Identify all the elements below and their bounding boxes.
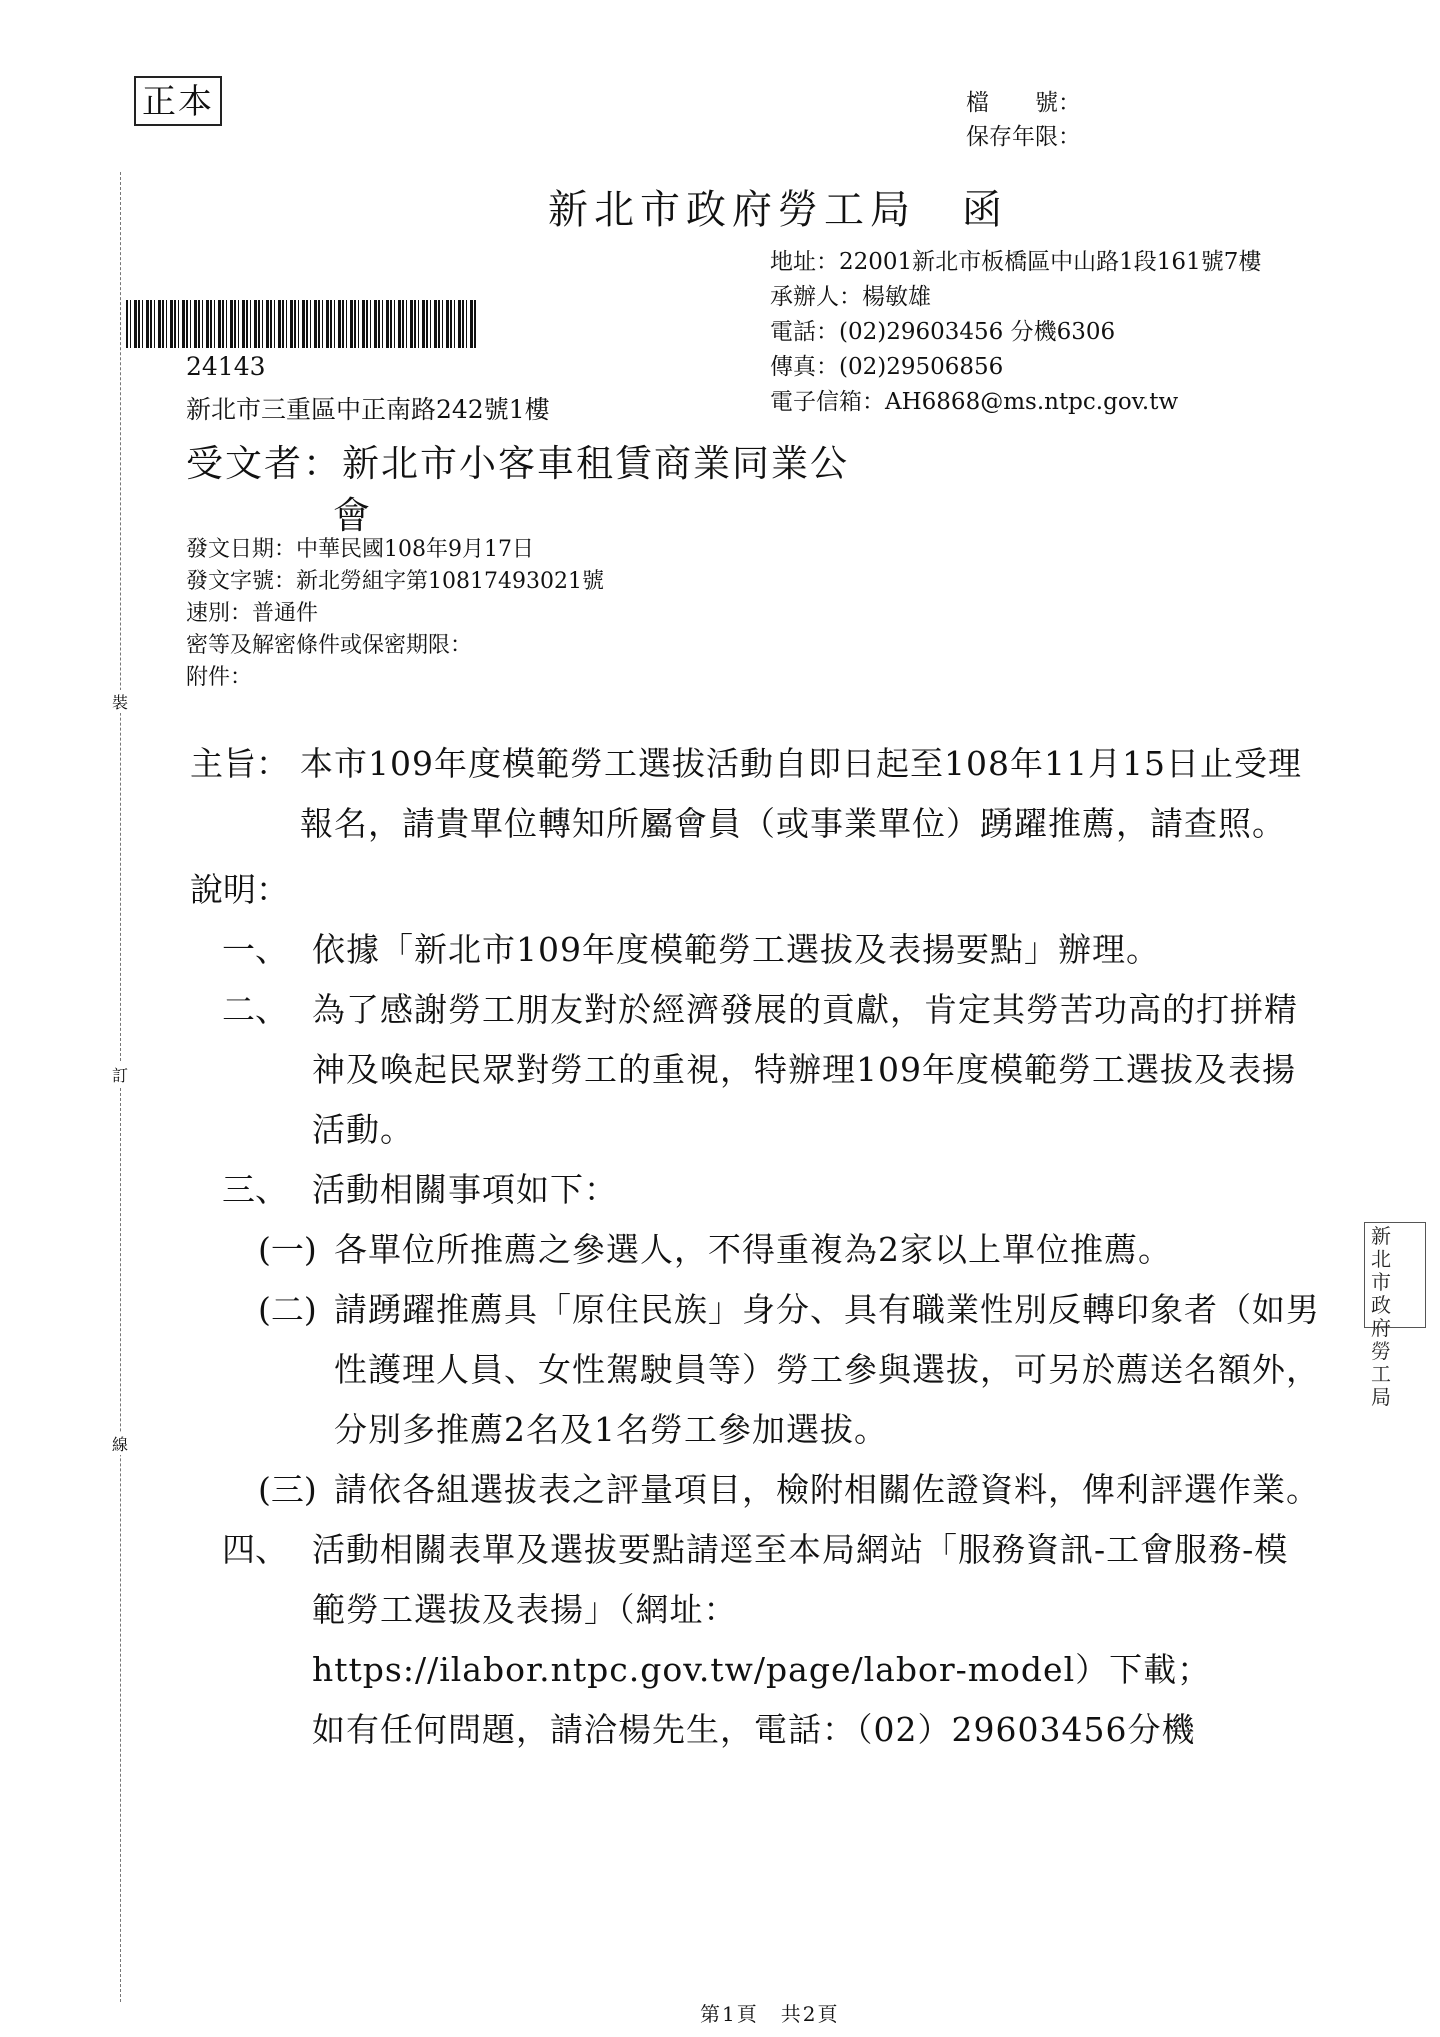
subject-label: 主旨： — [190, 744, 289, 783]
order-mark: 訂 — [112, 1063, 128, 1086]
subject-text: 本市109年度模範勞工選拔活動自即日起至108年11月15日止受理報名，請貴單位轉知所屬會員（或事業單位）踴躍推薦，請查照。 — [300, 744, 1302, 843]
retention-period-label: 保存年限： — [966, 124, 1081, 150]
document-number: 發文字號：新北勞組字第10817493021號 — [186, 569, 604, 594]
sub-item — [258, 1220, 1320, 1280]
item-text: 依據「新北市109年度模範勞工選拔及表揚要點」辦理。 — [312, 930, 1160, 969]
file-number-label: 檔 號： — [966, 90, 1081, 116]
item-number: 三、 — [222, 1170, 288, 1209]
sub-item-text: 請依各組選拔表之評量項目，檢附相關佐證資料，俾利評選作業。 — [334, 1470, 1320, 1509]
issue-date: 發文日期：中華民國108年9月17日 — [186, 537, 534, 562]
item-text-part: 如有任何問題，請洽楊先生，電話：（02）29603456分機 — [312, 1710, 1196, 1749]
attachment: 附件： — [186, 665, 253, 690]
recipient-zip: 24143 — [186, 352, 266, 381]
barcode — [126, 300, 478, 348]
document-body — [190, 734, 1320, 1760]
recipient-line-2: 會 — [333, 494, 372, 537]
sub-item-number: (三) — [258, 1470, 317, 1509]
document-meta — [186, 534, 604, 694]
sender-contact — [770, 245, 1261, 420]
explanation-item — [222, 920, 1320, 980]
recipient-line-1: 受文者：新北市小客車租賃商業同業公 — [186, 442, 849, 485]
website-url[interactable]: https://ilabor.ntpc.gov.tw/page/labor-model）下載； — [312, 1650, 1212, 1689]
sub-item — [258, 1280, 1320, 1460]
item-text: 活動相關事項如下： — [312, 1170, 618, 1209]
delivery-speed: 速別：普通件 — [186, 601, 319, 626]
file-meta — [966, 86, 1081, 154]
sub-item-text: 請踴躍推薦具「原住民族」身分、具有職業性別反轉印象者（如男性護理人員、女性駕駛員等）勞工參與選拔，可另於薦送名額外，分別多推薦2名及1名勞工參加選拔。 — [334, 1290, 1320, 1449]
item-number: 四、 — [222, 1530, 288, 1569]
fax: 傳真：(02)29506856 — [770, 354, 1004, 380]
recipient-address: 新北市三重區中正南路242號1樓 — [186, 395, 550, 424]
line-mark: 線 — [112, 1432, 128, 1455]
phone: 電話：(02)29603456 分機6306 — [770, 319, 1116, 345]
sub-item-number: (一) — [258, 1230, 317, 1269]
official-seal — [1364, 1222, 1426, 1409]
sender-address: 地址：22001新北市板橋區中山路1段161號7樓 — [770, 249, 1262, 275]
seal-text: 新北市政府勞工局 — [1371, 1224, 1391, 1409]
handler: 承辦人：楊敏雄 — [770, 284, 931, 310]
item-text-part: 活動相關表單及選拔要點請逕至本局網站「服務資訊-工會服務-模範勞工選拔及表揚」（網址： — [312, 1530, 1289, 1629]
sub-item-text: 各單位所推薦之參選人，不得重複為2家以上單位推薦。 — [334, 1230, 1172, 1269]
item-text: 為了感謝勞工朋友對於經濟發展的貢獻，肯定其勞苦功高的打拼精神及喚起民眾對勞工的重視，特辦理109年度模範勞工選拔及表揚活動。 — [312, 990, 1298, 1149]
sub-item — [258, 1460, 1320, 1520]
subject — [190, 734, 1320, 854]
original-copy-stamp: 正本 — [134, 76, 222, 126]
explanation-item — [222, 1160, 1320, 1220]
page-number: 第1頁 共2頁 — [700, 2002, 840, 2026]
recipient — [186, 438, 849, 542]
sub-item-number: (二) — [258, 1290, 317, 1329]
explanation-label: 說明： — [190, 870, 289, 909]
explanation-item — [222, 980, 1320, 1160]
binding-mark: 裝 — [112, 690, 128, 713]
item-text — [312, 1520, 1320, 1760]
document-title: 新北市政府勞工局 函 — [548, 187, 1008, 233]
item-number: 二、 — [222, 990, 288, 1029]
email: 電子信箱：AH6868@ms.ntpc.gov.tw — [770, 389, 1179, 415]
secrecy-level: 密等及解密條件或保密期限： — [186, 633, 473, 658]
item-number: 一、 — [222, 930, 288, 969]
explanation-item — [222, 1520, 1320, 1760]
binding-margin-line — [120, 172, 121, 2002]
